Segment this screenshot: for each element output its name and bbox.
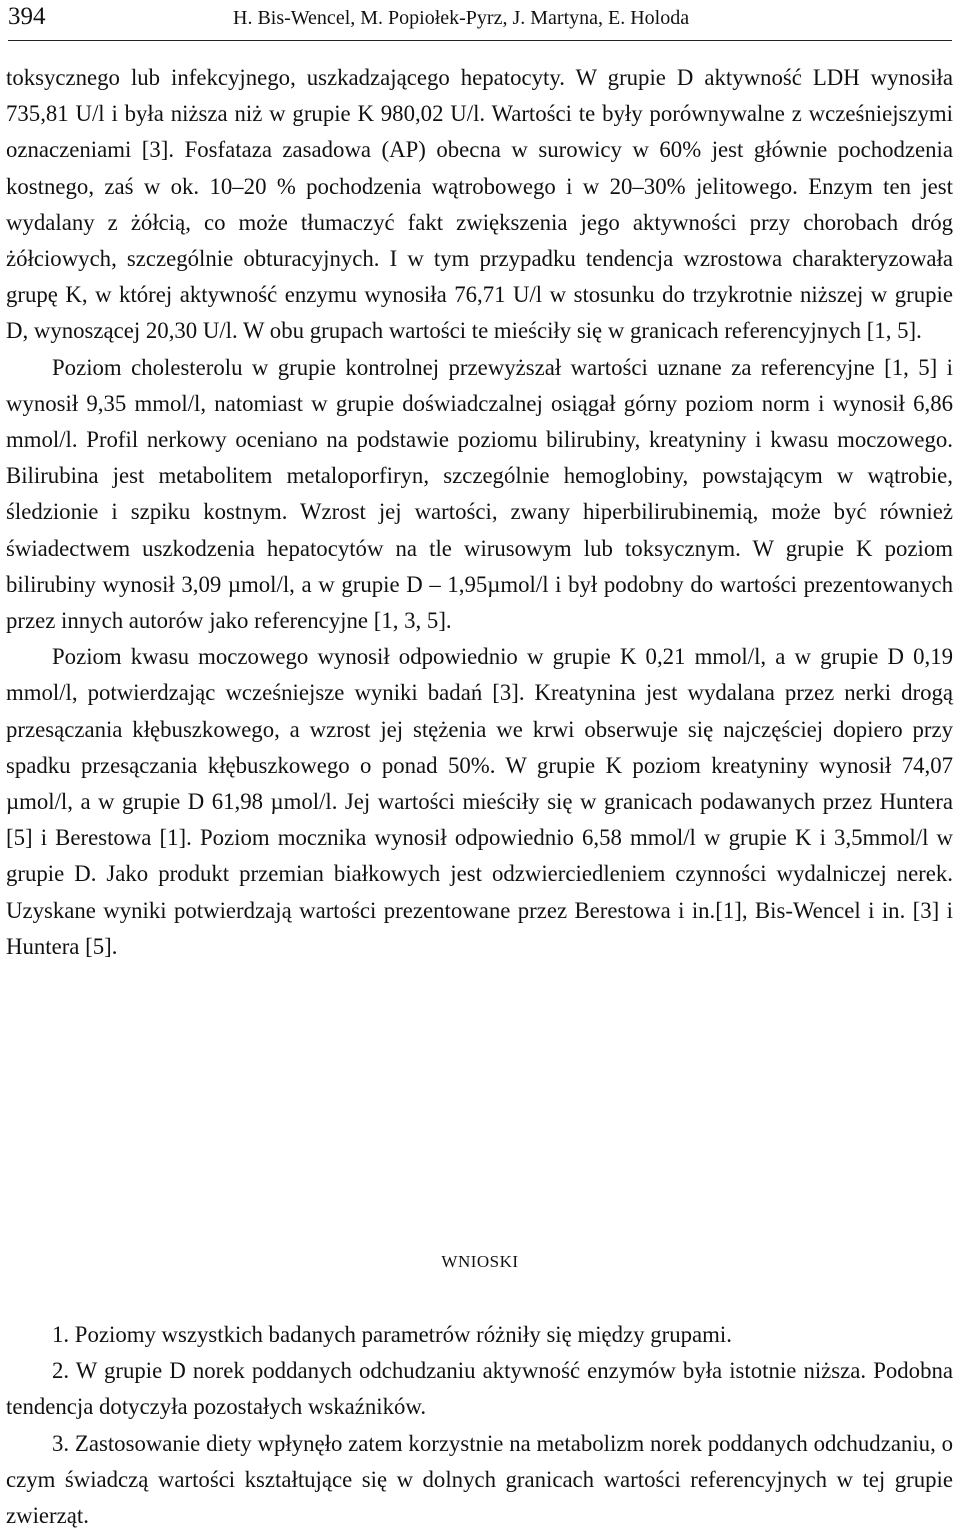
conclusion-item: 1. Poziomy wszystkich badanych parametrów różniły się między grupami. bbox=[52, 1322, 732, 1347]
running-header bbox=[8, 0, 952, 41]
conclusion-item: 3. Zastosowanie diety wpłynęło zatem korzystnie na metabolizm norek poddanych odchudzaniu, o czym świadczą wartości kształtujące się w dolnych granicach wartości referencyjnych w tej grupie zwierząt. bbox=[6, 1430, 953, 1529]
page-number: 394 bbox=[8, 3, 46, 30]
section-title-conclusions: WNIOSKI bbox=[441, 1252, 519, 1271]
conclusion-item: 2. W grupie D norek poddanych odchudzaniu aktywność enzymów była istotnie niższa. Podobna tendencja dotyczyła pozostałych wskaźników. bbox=[6, 1358, 953, 1420]
body-text bbox=[6, 60, 953, 965]
paragraph-enzymes: toksycznego lub infekcyjnego, uszkadzającego hepatocyty. W grupie D aktywność LDH wynosiła 735,81 U/l i była niższa niż w grupie K 980,02 U/l. Wartości te były porównywalne z wcześniejszymi oznaczeniami [3]. Fosfataza zasadowa (AP) obecna w surowicy w 60% jest głównie pochodzenia kostnego, zaś w ok. 10–20 % pochodzenia wątrobowego i w 20–30% jelitowego. Enzym ten jest wydalany z żółcią, co może tłumaczyć fakt zwiększenia jego aktywności przy chorobach dróg żółciowych, szczególnie obturacyjnych. I w tym przypadku tendencja wzrostowa charakteryzowała grupę K, w której aktywność enzymu wynosiła 76,71 U/l w stosunku do trzykrotnie niższej w grupie D, wynoszącej 20,30 U/l. W obu grupach wartości te mieściły się w granicach referencyjnych [1, 5]. bbox=[6, 65, 953, 344]
paragraph-uric-acid-creatinine: Poziom kwasu moczowego wynosił odpowiednio w grupie K 0,21 mmol/l, a w grupie D 0,19 mmol/l, potwierdzając wcześniejsze wyniki badań [3]. Kreatynina jest wydalana przez nerki drogą przesączania kłębuszkowego, a wzrost jej stężenia we krwi obserwuje się najczęściej dopiero przy spadku przesączania kłębuszkowego o ponad 50%. W grupie K poziom kreatyniny wynosił 74,07 µmol/l, a w grupie D 61,98 µmol/l. Jej wartości mieściły się w granicach podawanych przez Huntera [5] i Berestowa [1]. Poziom mocznika wynosił odpowiednio 6,58 mmol/l w grupie K i 3,5mmol/l w grupie D. Jako produkt przemian białkowych jest odzwierciedleniem czynności wydalniczej nerek. Uzyskane wyniki potwierdzają wartości prezentowane przez Berestowa i in.[1], Bis-Wencel i in. [3] i Huntera [5]. bbox=[6, 644, 953, 959]
paragraph-cholesterol-bilirubin: Poziom cholesterolu w grupie kontrolnej przewyższał wartości uznane za referencyjne [1, 5] i wynosił 9,35 mmol/l, natomiast w grupie doświadczalnej osiągał górny poziom norm i wynosił 6,86 mmol/l. Profil nerkowy oceniano na podstawie poziomu bilirubiny, kreatyniny i kwasu moczowego. Bilirubina jest metabolitem metaloporfiryn, szczególnie hemoglobiny, powstającym w wątrobie, śledzionie i szpiku kostnym. Wzrost jej wartości, zwany hiperbilirubinemią, może być również świadectwem uszkodzenia hepatocytów na tle wirusowym lub toksycznym. W grupie K poziom bilirubiny wynosił 3,09 µmol/l, a w grupie D – 1,95µmol/l i był podobny do wartości prezentowanych przez innych autorów jako referencyjne [1, 3, 5]. bbox=[6, 354, 953, 634]
running-head-authors: H. Bis-Wencel, M. Popiołek-Pyrz, J. Martyna, E. Holoda bbox=[233, 7, 690, 29]
conclusions-list bbox=[6, 1317, 953, 1534]
